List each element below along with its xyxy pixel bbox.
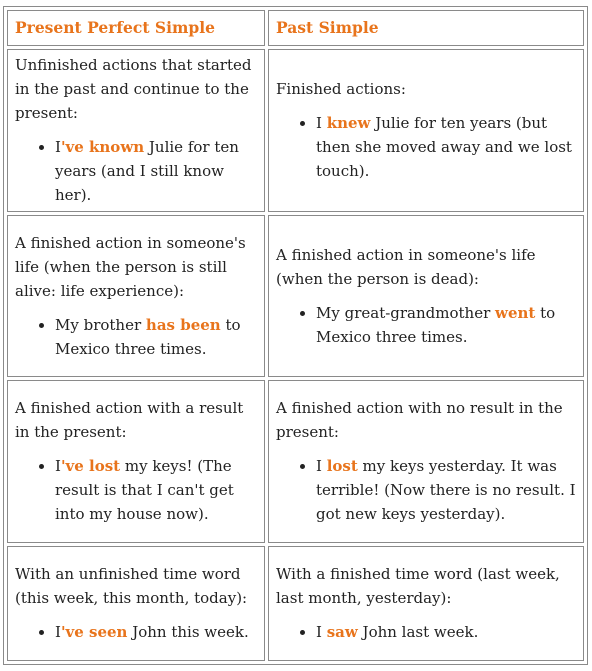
example-text-after: to Mexico three times. — [316, 303, 556, 346]
past-simple-cell — [268, 546, 584, 661]
example-text-before: I — [316, 457, 327, 476]
table-row — [7, 546, 584, 661]
present-perfect-cell — [7, 380, 265, 543]
usage-description: Finished actions: — [276, 80, 406, 99]
verb-highlight: saw — [326, 623, 358, 642]
example-sentence — [55, 620, 257, 644]
example-text-before: I — [55, 138, 61, 157]
verb-highlight: knew — [326, 114, 371, 133]
table-row — [7, 215, 584, 378]
example-text-after: to Mexico three times. — [55, 315, 241, 358]
usage-description: Unfinished actions that started in the past and continue to the present: — [15, 56, 252, 123]
present-perfect-cell — [7, 49, 265, 212]
usage-description: A finished action with no result in the present: — [276, 399, 563, 442]
example-list — [276, 454, 576, 526]
verb-highlight: 've lost — [60, 457, 121, 476]
verb-highlight: lost — [326, 457, 358, 476]
table-row — [7, 49, 584, 212]
example-text-after: my keys yesterday. It was terrible! (Now there is no result. I got new keys yesterday). — [316, 457, 576, 524]
past-simple-cell — [268, 215, 584, 378]
example-sentence — [316, 454, 576, 526]
example-text-before: I — [55, 457, 61, 476]
past-simple-cell — [268, 49, 584, 212]
example-text-before: I — [316, 623, 327, 642]
usage-description: With an unfinished time word (this week, this month, today): — [15, 565, 248, 608]
example-list — [276, 111, 576, 183]
example-list — [276, 620, 576, 644]
present-perfect-cell — [7, 546, 265, 661]
usage-description: With a finished time word (last week, last month, yesterday): — [276, 565, 560, 608]
past-simple-cell — [268, 380, 584, 543]
example-list — [15, 313, 257, 361]
verb-highlight: has been — [145, 315, 221, 334]
usage-description: A finished action in someone's life (when the person is dead): — [276, 245, 536, 288]
example-sentence — [316, 301, 576, 349]
present-perfect-header: Present Perfect Simple — [7, 10, 265, 46]
verb-highlight: 've seen — [60, 623, 128, 642]
table-row — [7, 380, 584, 543]
present-perfect-cell — [7, 215, 265, 378]
example-text-before: I — [55, 623, 61, 642]
header-row — [7, 10, 584, 46]
example-text-after: Julie for ten years (but then she moved away and we lost touch). — [316, 114, 572, 181]
usage-description: A finished action in someone's life (when the person is still alive: life experience): — [15, 233, 246, 300]
example-list — [276, 301, 576, 349]
example-sentence — [316, 111, 576, 183]
example-text-after: my keys! (The result is that I can't get into my house now). — [55, 457, 234, 524]
example-sentence — [316, 620, 576, 644]
example-text-after: John this week. — [127, 623, 249, 642]
example-sentence — [55, 454, 257, 526]
example-list — [15, 454, 257, 526]
past-simple-header: Past Simple — [268, 10, 584, 46]
example-sentence — [55, 313, 257, 361]
example-text-before: I — [316, 114, 327, 133]
verb-highlight: 've known — [60, 138, 145, 157]
example-text-before: My great-grandmother — [316, 303, 496, 322]
example-list — [15, 135, 257, 207]
example-list — [15, 620, 257, 644]
example-sentence — [55, 135, 257, 207]
verb-highlight: went — [495, 303, 536, 322]
usage-description: A finished action with a result in the present: — [15, 399, 244, 442]
example-text-before: My brother — [55, 315, 146, 334]
tense-comparison-table — [3, 6, 588, 665]
example-text-after: Julie for ten years (and I still know her). — [55, 138, 239, 205]
example-text-after: John last week. — [357, 623, 479, 642]
